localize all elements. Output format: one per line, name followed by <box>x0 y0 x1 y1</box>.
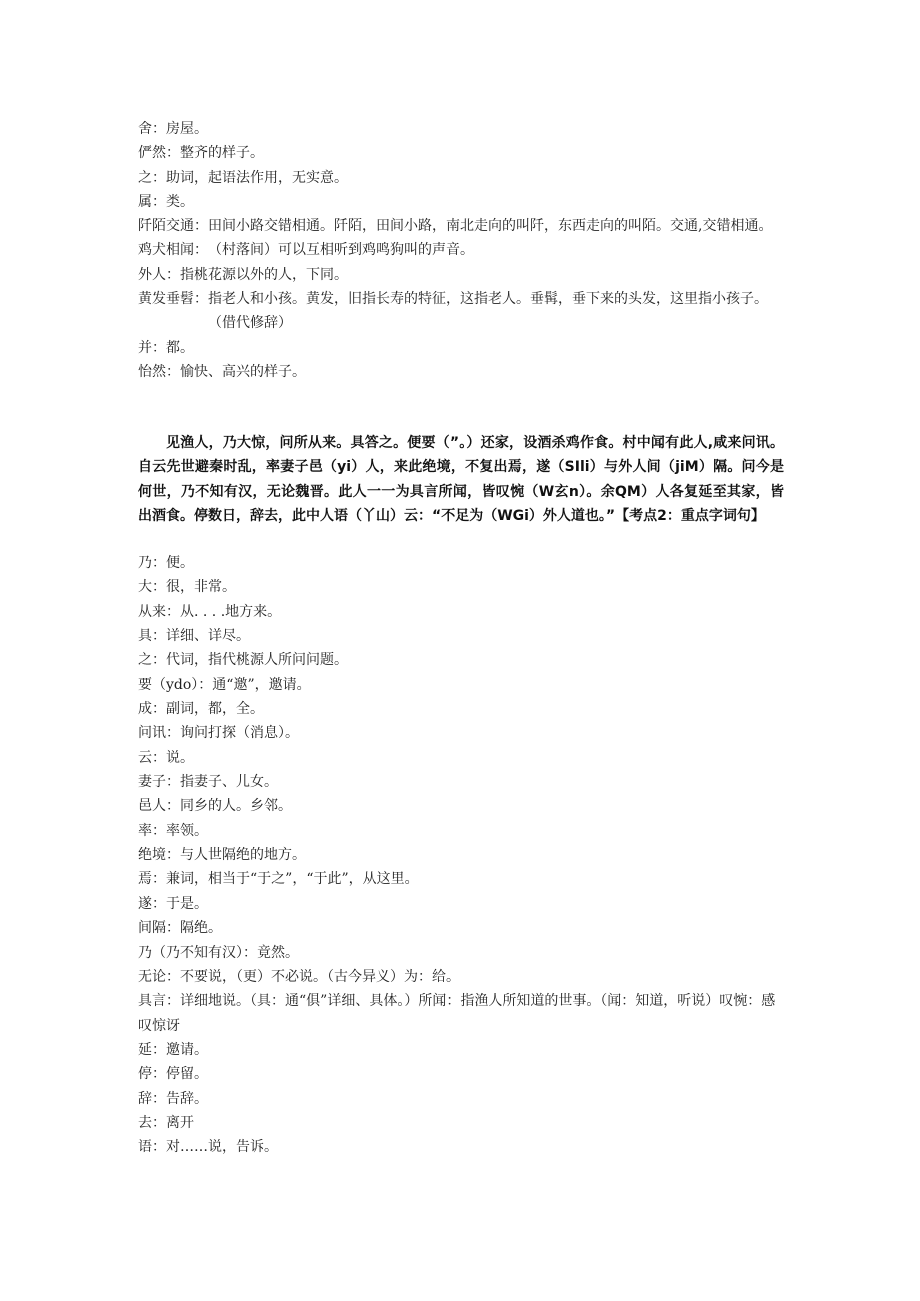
gloss-term: 俨然： <box>138 145 180 162</box>
gloss-entry <box>138 360 788 384</box>
gloss-entry <box>138 238 788 262</box>
gloss-line: 乃：便。 <box>138 555 194 571</box>
gloss-line: 语：对……说，告诉。 <box>138 1139 278 1156</box>
gloss-entry <box>138 336 788 360</box>
gloss-entry <box>138 166 788 190</box>
gloss-term: 鸡犬相闻： <box>138 242 208 259</box>
glossary-list-2 <box>138 551 788 1160</box>
glossary-list-1 <box>138 117 788 384</box>
source-passage: 见渔人，乃大惊，问所从来。具答之。便要（”。）还家，设酒杀鸡作食。村中闻有此人,咸来问讯。自云先世避秦时乱，率妻子邑（yi）人，来此绝境，不复出焉，遂（SIli）与外人间（jiM）隔。问今是何世，乃不知有汉，无论魏晋。此人一一为具言所闻，皆叹惋（W玄n）。余QM）人各复延至其家，皆出酒食。停数日，辞去，此中人语（丫山）云：“不足为（WGi）外人道也。”【考点2：重点字词句】 <box>138 435 784 525</box>
gloss-definition: 类。 <box>166 193 194 210</box>
gloss-entry <box>138 287 788 336</box>
gloss-definition: 指桃花源以外的人，下同。 <box>180 266 348 283</box>
gloss-definition: 都。 <box>166 339 194 356</box>
gloss-line: 焉：兼词，相当于“于之”，“于此”，从这里。 <box>138 871 419 888</box>
gloss-line: 乃（乃不知有汉）：竟然。 <box>138 944 299 961</box>
gloss-entry <box>138 190 788 214</box>
gloss-definition: 愉快、高兴的样子。 <box>180 363 306 380</box>
gloss-line: 妻子：指妻子、儿女。 <box>138 774 278 791</box>
gloss-entry <box>138 141 788 165</box>
gloss-term: 黄发垂髫： <box>138 291 208 308</box>
gloss-line: 成：副词，都，全。 <box>138 701 264 718</box>
gloss-line: 问讯：询问打探（消息）。 <box>138 725 299 742</box>
gloss-line: 具：详细、详尽。 <box>138 628 250 645</box>
gloss-line: 延：邀请。 <box>138 1041 208 1058</box>
gloss-line: 间隔：隔绝。 <box>138 920 222 937</box>
gloss-line: 无论：不要说，（更）不必说。（古今异义）为：给。 <box>138 968 460 985</box>
gloss-line: 从来：从. . . .地方来。 <box>138 603 282 620</box>
gloss-line: 遂：于是。 <box>138 895 208 912</box>
gloss-term: 之： <box>138 169 166 186</box>
gloss-line: 辞：告辞。 <box>138 1090 208 1107</box>
gloss-line: 之：代词，指代桃源人所问问题。 <box>138 652 348 669</box>
gloss-term: 怡然： <box>138 363 180 380</box>
gloss-term: 外人： <box>138 266 180 283</box>
gloss-entry <box>138 263 788 287</box>
gloss-definition: （村落间）可以互相听到鸡鸣狗叫的声音。 <box>208 242 474 259</box>
gloss-term: 阡陌交通： <box>138 218 208 235</box>
gloss-line: 停：停留。 <box>138 1066 208 1083</box>
gloss-line: 率：率领。 <box>138 822 208 839</box>
gloss-definition: 指老人和小孩。黄发，旧指长寿的特征，这指老人。垂髯，垂下来的头发，这里指小孩子。（借代修辞） <box>208 291 768 332</box>
gloss-definition: 整齐的样子。 <box>180 145 264 162</box>
gloss-line: 大：很，非常。 <box>138 579 236 596</box>
gloss-definition: 田间小路交错相通。阡陌，田间小路，南北走向的叫阡，东西走向的叫陌。交通,交错相通。 <box>208 218 773 235</box>
gloss-term: 舍： <box>138 121 166 137</box>
gloss-line: 去：离开 <box>138 1114 194 1131</box>
gloss-definition: 助词，起语法作用，无实意。 <box>166 169 348 186</box>
gloss-line: 具言：详细地说。（具：通“俱”详细、具体。）所闻：指渔人所知道的世事。（闻：知道，听说）叹惋：感叹惊讶 <box>138 993 776 1034</box>
gloss-entry <box>138 214 788 238</box>
gloss-definition: 房屋。 <box>166 121 208 137</box>
gloss-line: 绝境：与人世隔绝的地方。 <box>138 847 306 864</box>
gloss-line: 要（ydo）：通“邀”，邀请。 <box>138 676 311 693</box>
gloss-entry <box>138 117 788 141</box>
gloss-line: 云：说。 <box>138 749 194 766</box>
gloss-term: 并： <box>138 339 166 356</box>
gloss-line: 邑人：同乡的人。乡邻。 <box>138 798 292 815</box>
gloss-term: 属： <box>138 193 166 210</box>
